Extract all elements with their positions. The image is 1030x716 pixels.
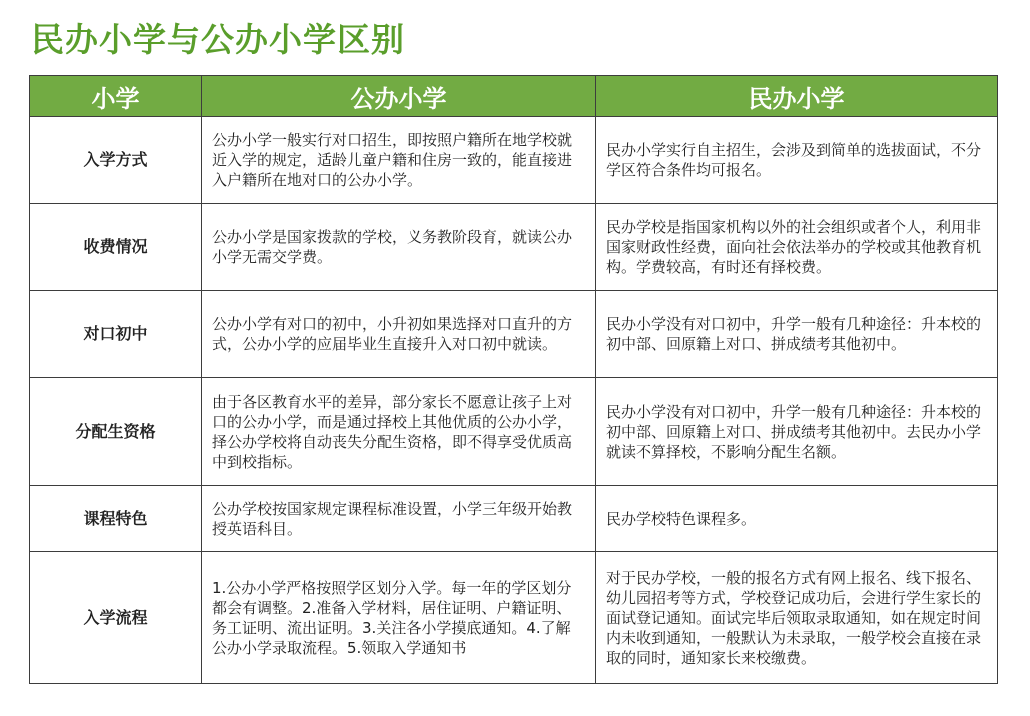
public-cell: 公办小学是国家拨款的学校，义务教阶段育，就读公办小学无需交学费。 (202, 204, 596, 291)
private-cell: 民办小学实行自主招生，会涉及到简单的选拔面试，不分学区符合条件均可报名。 (596, 117, 998, 204)
private-cell: 民办小学没有对口初中，升学一般有几种途径：升本校的初中部、回原籍上对口、拼成绩考其他初中。 (596, 291, 998, 378)
table-row (30, 378, 998, 486)
private-cell: 民办学校特色课程多。 (596, 486, 998, 552)
header-public-school: 公办小学 (202, 76, 596, 117)
public-cell: 公办学校按国家规定课程标准设置，小学三年级开始教授英语科目。 (202, 486, 596, 552)
comparison-table (29, 75, 998, 684)
public-cell: 1.公办小学严格按照学区划分入学。每一年的学区划分都会有调整。2.准备入学材料，居住证明、户籍证明、务工证明、流出证明。3.关注各小学摸底通知。4.了解公办小学录取流程。5.领取入学通知书 (202, 552, 596, 684)
private-cell: 民办小学没有对口初中，升学一般有几种途径：升本校的初中部、回原籍上对口、拼成绩考其他初中。去民办小学就读不算择校，不影响分配生名额。 (596, 378, 998, 486)
row-label: 入学流程 (30, 552, 202, 684)
table-row (30, 552, 998, 684)
public-cell: 公办小学有对口的初中，小升初如果选择对口直升的方式，公办小学的应届毕业生直接升入对口初中就读。 (202, 291, 596, 378)
page-title: 民办小学与公办小学区别 (31, 20, 405, 59)
row-label: 分配生资格 (30, 378, 202, 486)
public-cell: 公办小学一般实行对口招生，即按照户籍所在地学校就近入学的规定，适龄儿童户籍和住房一致的，能直接进入户籍所在地对口的公办小学。 (202, 117, 596, 204)
public-cell: 由于各区教育水平的差异，部分家长不愿意让孩子上对口的公办小学，而是通过择校上其他优质的公办小学，择公办学校将自动丧失分配生资格，即不得享受优质高中到校指标。 (202, 378, 596, 486)
private-cell: 对于民办学校，一般的报名方式有网上报名、线下报名、幼儿园招考等方式，学校登记成功后，会进行学生家长的面试登记通知。面试完毕后领取录取通知，如在规定时间内未收到通知，一般默认为未录取，一般学校会直接在录取的同时，通知家长来校缴费。 (596, 552, 998, 684)
row-label: 收费情况 (30, 204, 202, 291)
table-row (30, 486, 998, 552)
row-label: 入学方式 (30, 117, 202, 204)
table-header-row (30, 76, 998, 117)
table-row (30, 117, 998, 204)
private-cell: 民办学校是指国家机构以外的社会组织或者个人，利用非国家财政性经费，面向社会依法举办的学校或其他教育机构。学费较高，有时还有择校费。 (596, 204, 998, 291)
row-label: 课程特色 (30, 486, 202, 552)
table-row (30, 291, 998, 378)
row-label: 对口初中 (30, 291, 202, 378)
table-row (30, 204, 998, 291)
header-private-school: 民办小学 (596, 76, 998, 117)
header-category: 小学 (30, 76, 202, 117)
